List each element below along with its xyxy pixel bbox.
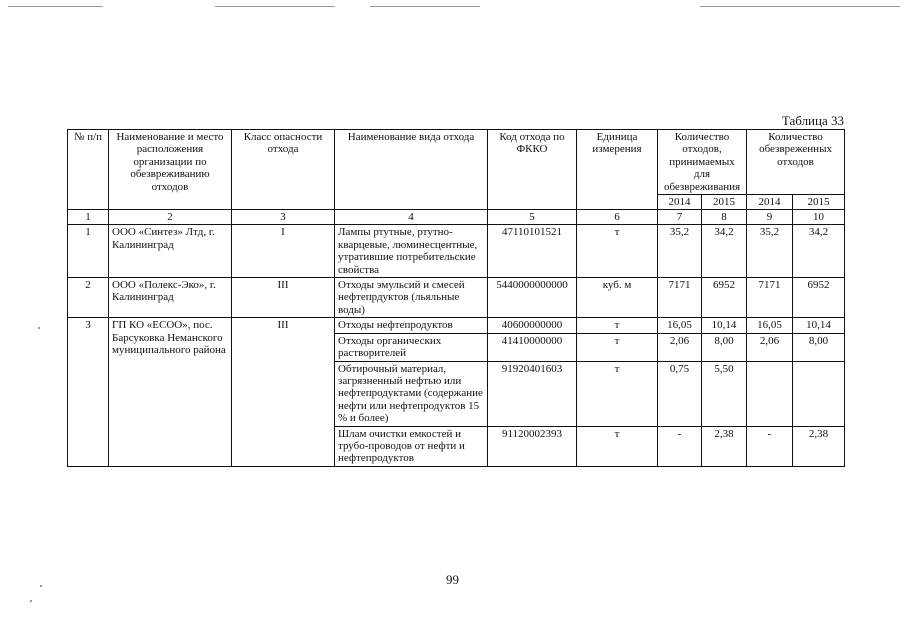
neutralized-2015-cell: 8,00 [793,333,845,361]
waste-neutralization-table [67,129,845,467]
fkko-code-cell: 91920401603 [488,361,577,426]
column-number: 9 [747,210,793,225]
unit-cell: т [577,318,658,333]
row-number: 3 [68,318,109,466]
header-fkko-code: Код отхода по ФККО [488,130,577,210]
header-hazard-class: Класс опасности отхода [232,130,335,210]
neutralized-2015-cell: 10,14 [793,318,845,333]
accepted-2014-cell: 0,75 [658,361,702,426]
page-number: 99 [446,572,459,587]
scan-artifact-line [8,6,103,7]
column-number: 10 [793,210,845,225]
hazard-class-cell: I [232,225,335,278]
header-unit: Единица измерения [577,130,658,210]
header-year-2014: 2014 [658,195,702,210]
column-number: 4 [335,210,488,225]
row-number: 2 [68,278,109,318]
organization-cell: ГП КО «ЕСОО», пос. Барсуковка Неманского муниципального района [109,318,232,466]
waste-type-cell: Обтирочный материал, загрязненный нефтью или нефтепродуктами (содержание нефти или нефтепродуктов 15 % и более) [335,361,488,426]
table-caption: Таблица 33 [781,113,844,128]
accepted-2014-cell: - [658,426,702,466]
waste-type-cell: Шлам очистки емкостей и трубо-проводов от нефти и нефтепродуктов [335,426,488,466]
header-num: № п/п [68,130,109,210]
unit-cell: т [577,361,658,426]
neutralized-2014-cell: 2,06 [747,333,793,361]
fkko-code-cell: 40600000000 [488,318,577,333]
neutralized-2014-cell: 16,05 [747,318,793,333]
header-waste-type: Наименование вида отхода [335,130,488,210]
header-organization: Наименование и место расположения организации по обезвреживанию отходов [109,130,232,210]
neutralized-2014-cell: - [747,426,793,466]
accepted-2014-cell: 16,05 [658,318,702,333]
header-year-2015: 2015 [702,195,747,210]
neutralized-2015-cell [793,361,845,426]
column-number: 6 [577,210,658,225]
neutralized-2015-cell: 34,2 [793,225,845,278]
header-accepted: Количество отходов, принимаемых для обезвреживания [658,130,747,195]
column-number: 7 [658,210,702,225]
column-number: 2 [109,210,232,225]
unit-cell: куб. м [577,278,658,318]
accepted-2015-cell: 34,2 [702,225,747,278]
fkko-code-cell: 5440000000000 [488,278,577,318]
scan-speck [38,327,40,329]
fkko-code-cell: 41410000000 [488,333,577,361]
accepted-2015-cell: 2,38 [702,426,747,466]
accepted-2015-cell: 10,14 [702,318,747,333]
waste-type-cell: Отходы эмульсий и смесей нефтепрдуктов (льяльные воды) [335,278,488,318]
table-row [68,278,845,318]
header-year-2015: 2015 [793,195,845,210]
accepted-2014-cell: 7171 [658,278,702,318]
accepted-2015-cell: 6952 [702,278,747,318]
row-number: 1 [68,225,109,278]
accepted-2014-cell: 2,06 [658,333,702,361]
hazard-class-cell: III [232,318,335,466]
fkko-code-cell: 47110101521 [488,225,577,278]
accepted-2014-cell: 35,2 [658,225,702,278]
column-number: 5 [488,210,577,225]
neutralized-2015-cell: 6952 [793,278,845,318]
column-number: 8 [702,210,747,225]
table-row [68,318,845,333]
column-number-row [68,210,845,225]
scan-speck [30,600,32,602]
scan-artifact-line [370,6,480,7]
header-year-2014: 2014 [747,195,793,210]
waste-type-cell: Отходы органических растворителей [335,333,488,361]
scan-artifact-line [700,6,900,7]
waste-type-cell: Отходы нефтепродуктов [335,318,488,333]
unit-cell: т [577,426,658,466]
accepted-2015-cell: 8,00 [702,333,747,361]
neutralized-2015-cell: 2,38 [793,426,845,466]
column-number: 3 [232,210,335,225]
organization-cell: ООО «Синтез» Лтд, г. Калининград [109,225,232,278]
unit-cell: т [577,225,658,278]
neutralized-2014-cell: 7171 [747,278,793,318]
fkko-code-cell: 91120002393 [488,426,577,466]
header-row [68,130,845,195]
hazard-class-cell: III [232,278,335,318]
unit-cell: т [577,333,658,361]
column-number: 1 [68,210,109,225]
accepted-2015-cell: 5,50 [702,361,747,426]
scan-artifact-line [215,6,335,7]
header-neutralized: Количество обезвреженных отходов [747,130,845,195]
neutralized-2014-cell [747,361,793,426]
table-row [68,225,845,278]
organization-cell: ООО «Полекс-Эко», г. Калининград [109,278,232,318]
neutralized-2014-cell: 35,2 [747,225,793,278]
waste-type-cell: Лампы ртутные, ртутно-кварцевые, люминесцентные, утратившие потребительские свойства [335,225,488,278]
